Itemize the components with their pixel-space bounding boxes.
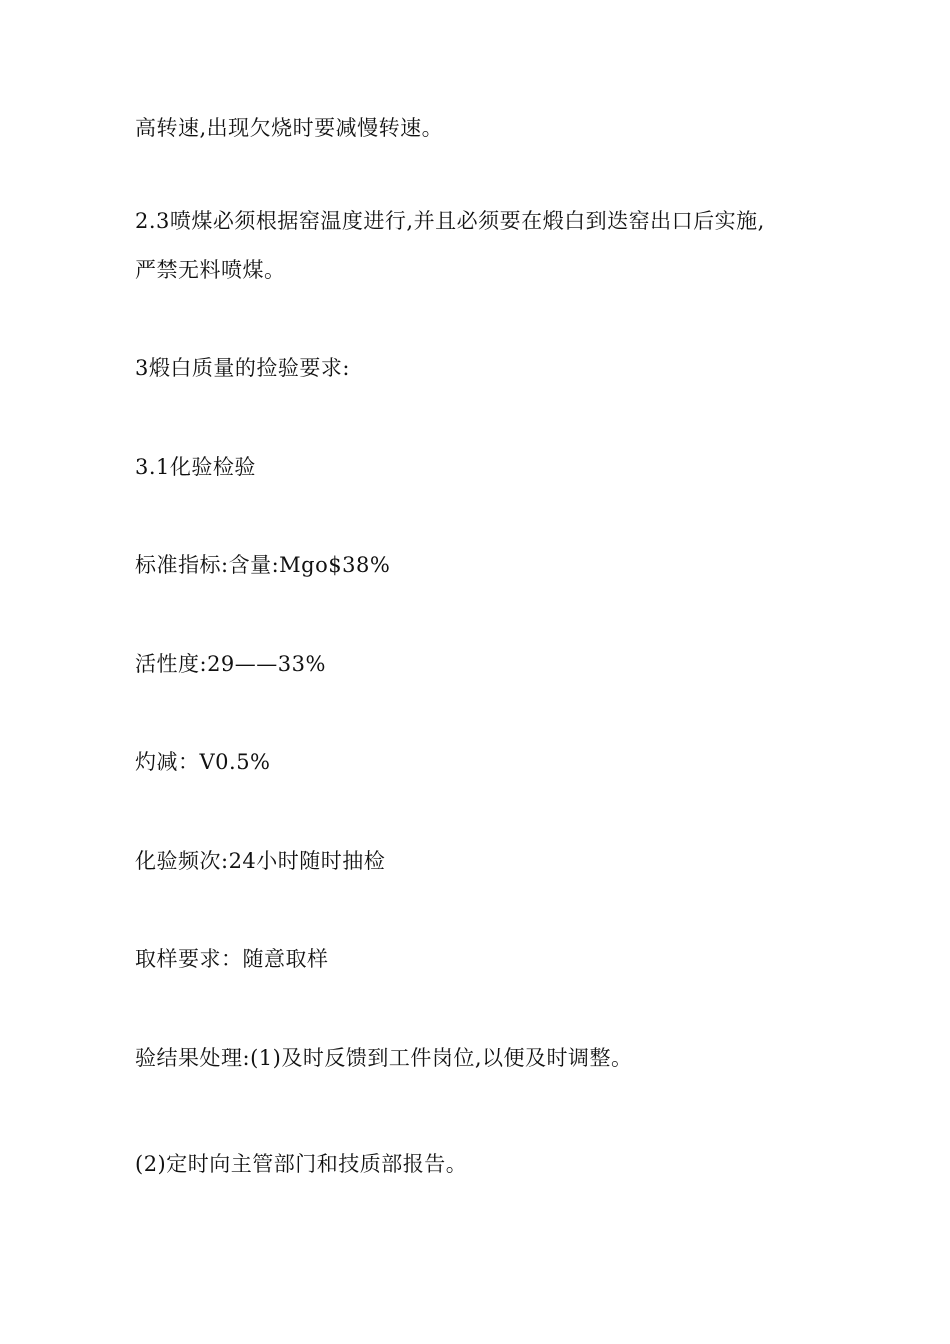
standard-indicator-line: 标准指标:含量:Mgo$38% (135, 553, 391, 577)
sampling-requirement-line: 取样要求：随意取样 (135, 947, 329, 971)
result-handling-line-2: (2)定时向主管部门和技质部报告。 (135, 1152, 468, 1176)
test-frequency-line: 化验频次:24小时随时抽检 (135, 849, 386, 873)
text-line-1: 高转速,出现欠烧时要减慢转速。 (135, 116, 444, 140)
text-line-3: 严禁无料喷煤。 (135, 258, 286, 282)
text-line-2: 2.3喷煤必须根据窑温度进行,并且必须要在煅白到迭窑出口后实施, (135, 209, 765, 233)
section-heading-3: 3煅白质量的捡验要求: (135, 356, 350, 380)
ignition-loss-line: 灼减：V0.5% (135, 750, 271, 774)
subsection-heading-3-1: 3.1化验检验 (135, 455, 256, 479)
activity-line: 活性度:29——33% (135, 652, 326, 676)
result-handling-line-1: 验结果处理:(1)及时反馈到工件岗位,以便及时调整。 (135, 1046, 633, 1070)
